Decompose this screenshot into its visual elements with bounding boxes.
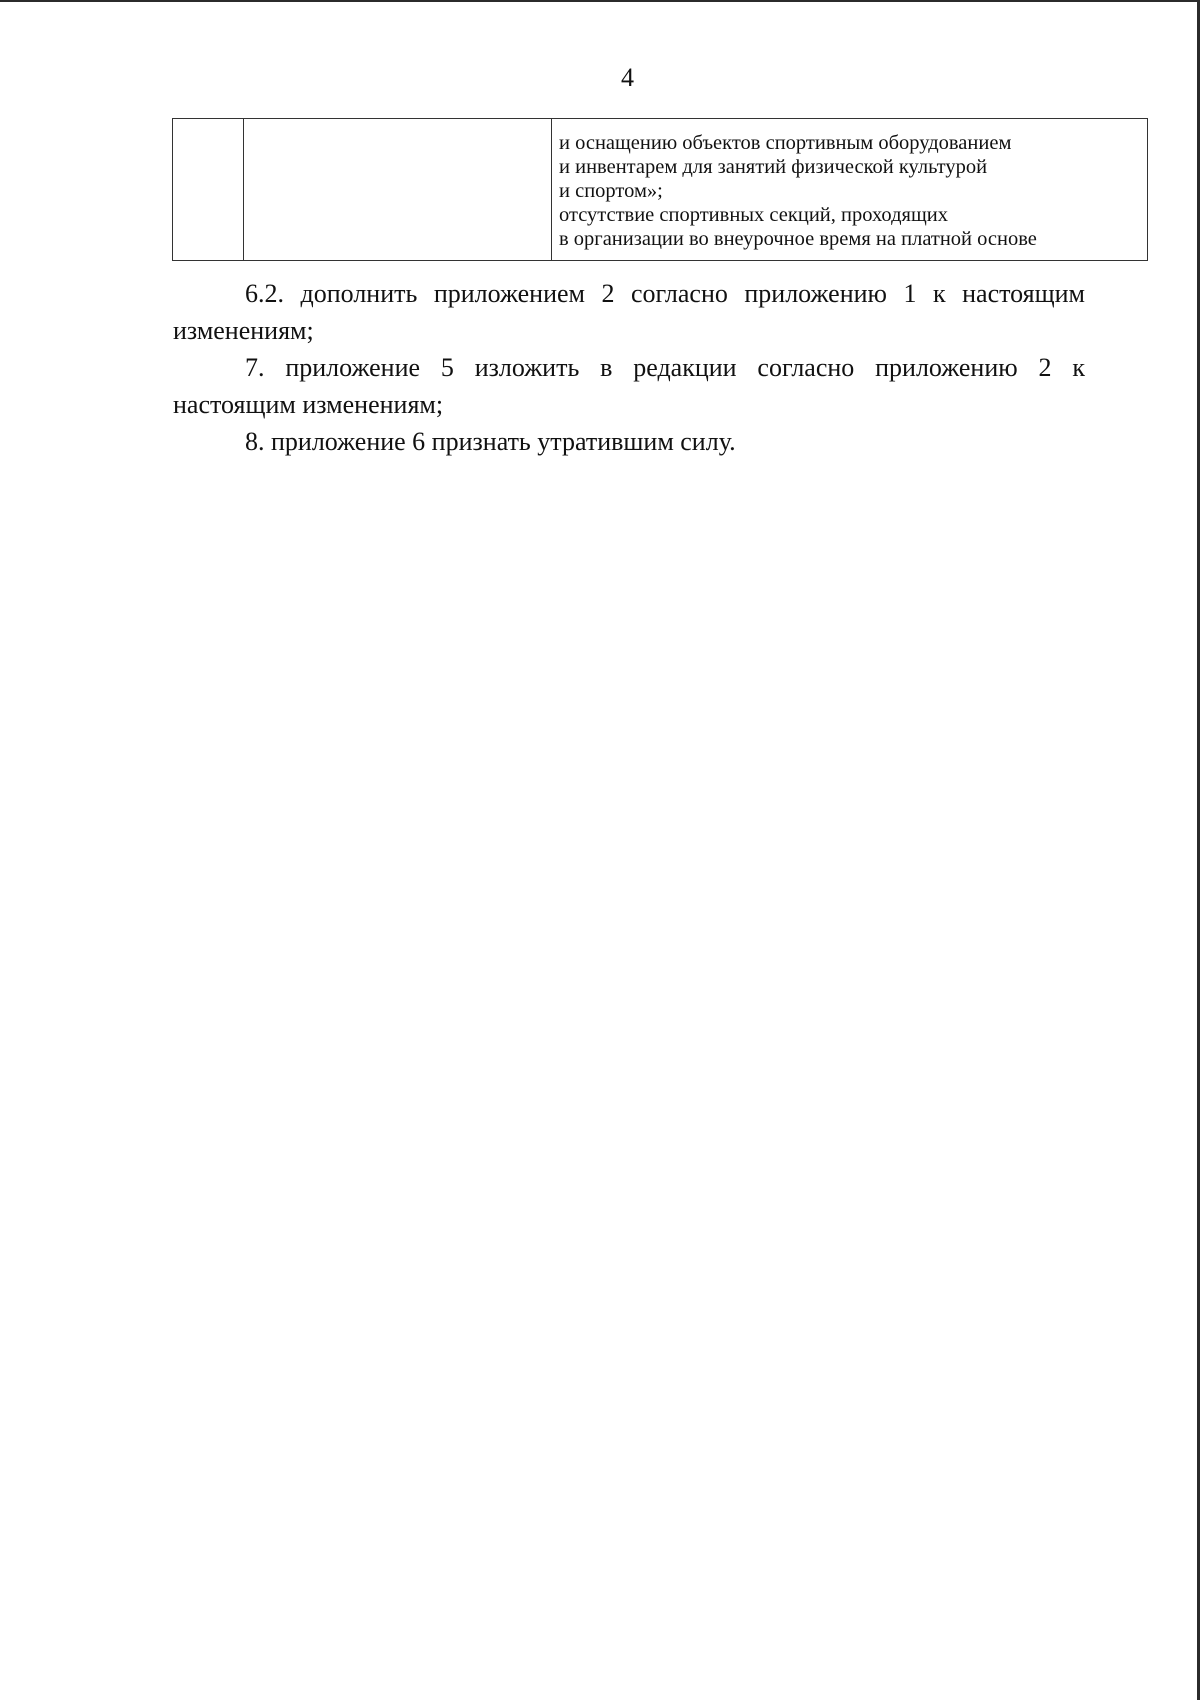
table-number-cell (173, 119, 244, 261)
paragraph-8: 8. приложение 6 признать утратившим силу. (245, 427, 736, 456)
criteria-line: и инвентарем для занятий физической культурой (559, 156, 988, 178)
table-name-cell (244, 119, 552, 261)
page-number: 4 (621, 63, 634, 92)
criteria-line: и оснащению объектов спортивным оборудованием (559, 132, 1012, 154)
criteria-line: отсутствие спортивных секций, проходящих (559, 204, 948, 226)
table-row (173, 119, 1148, 261)
scan-top-edge (0, 0, 1200, 2)
continuation-table (172, 118, 1148, 261)
criteria-line: и спортом»; (559, 180, 663, 202)
paragraph-6-2: 6.2. дополнить приложением 2 согласно приложению 1 к настоящим изменениям; (173, 279, 1085, 345)
paragraph-7: 7. приложение 5 изложить в редакции согласно приложению 2 к настоящим изменениям; (173, 353, 1085, 419)
criteria-line: в организации во внеурочное время на платной основе (559, 228, 1037, 250)
table-criteria-cell (552, 119, 1148, 261)
